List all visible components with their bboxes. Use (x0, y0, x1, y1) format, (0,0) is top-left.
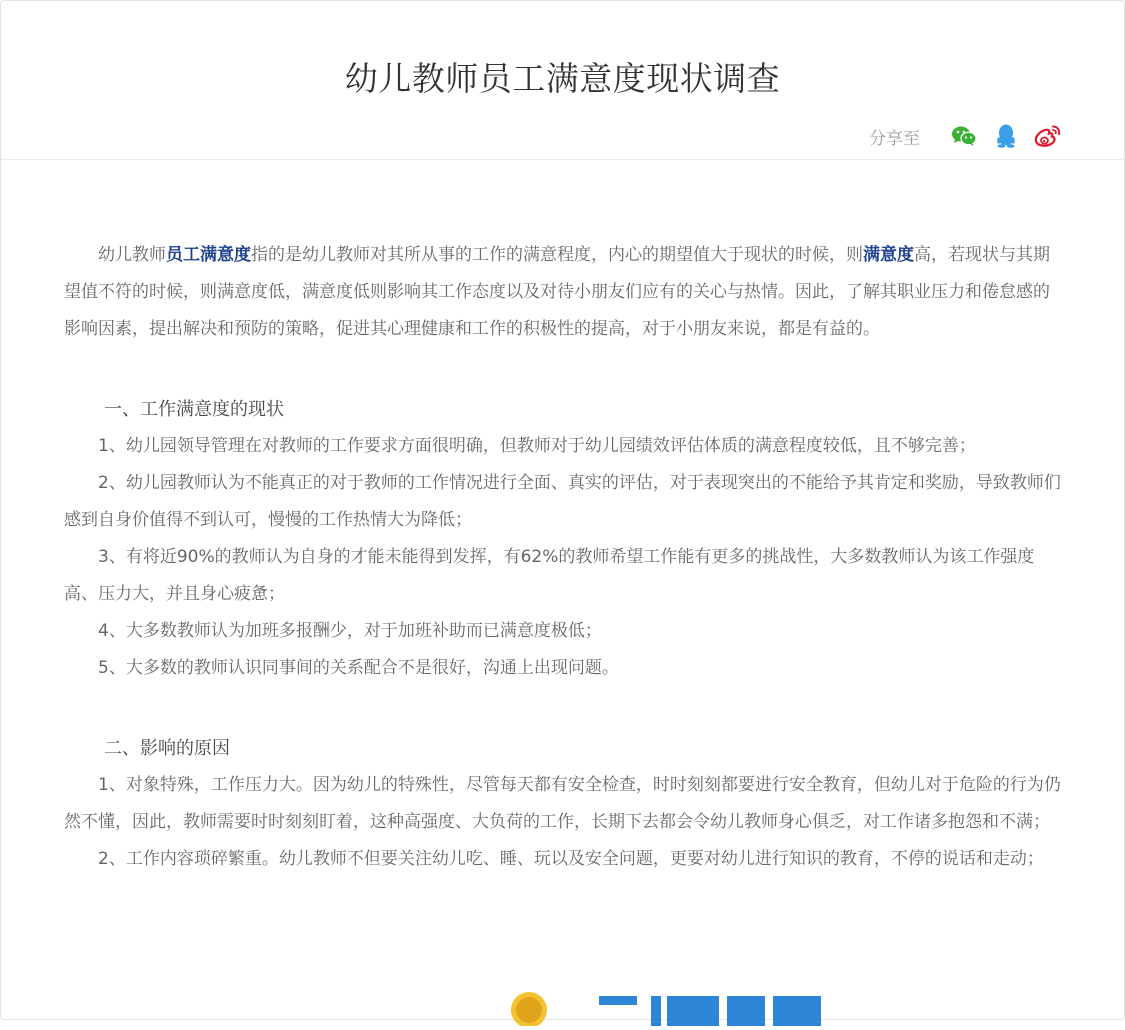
page-title: 幼儿教师员工满意度现状调查 (344, 59, 781, 98)
section-heading-causes: 二、影响的原因 (104, 738, 230, 759)
spacer (64, 348, 1064, 391)
list-item: 4、大多数教师认为加班多报酬少，对于加班补助而已满意度极低； (98, 621, 602, 641)
list-item: 2、工作内容琐碎繁重。幼儿教师不但要关注幼儿吃、睡、玩以及安全问题，更要对幼儿进行知识的教育，不停的说话和走动； (98, 849, 1044, 869)
share-label: 分享至 (869, 128, 920, 149)
list-item: 5、大多数的教师认识同事间的关系配合不是很好，沟通上出现问题。 (98, 658, 619, 678)
keyword-link-employee-satisfaction[interactable]: 员工满意度 (166, 245, 251, 265)
weibo-icon[interactable] (1034, 122, 1062, 150)
list-item: 3、有将近90%的教师认为自身的才能未能得到发挥，有62%的教师希望工作能有更多的挑战性，大多数教师认为该工作强度高、压力大，并且身心疲惫； (64, 547, 1035, 604)
intro-text-1: 幼儿教师 (98, 245, 166, 265)
site-logo-image (501, 986, 831, 1026)
intro-paragraph (64, 237, 1064, 348)
list-item: 1、对象特殊，工作压力大。因为幼儿的特殊性，尽管每天都有安全检查，时时刻刻都要进行安全教育，但幼儿对于危险的行为仍然不懂，因此，教师需要时时刻刻盯着，这种高强度、大负荷的工作，长期下去都会令幼儿教师身心俱乏，对工作诸多抱怨和不满； (64, 775, 1061, 832)
article-body (64, 237, 1064, 878)
article-header (1, 1, 1124, 160)
intro-text-3: 高，若现状与其期望值不符的时候，则满意度低，满意度低则影响其工作态度以及对待小朋友们应有的关心与热情。因此，了解其职业压力和倦怠感的影响因素，提出解决和预防的策略，促进其心理健康和工作的积极性的提高，对于小朋友来说，都是有益的。 (64, 245, 1050, 339)
share-bar (869, 121, 1062, 151)
wechat-icon[interactable] (950, 122, 978, 150)
list-item: 1、幼儿园领导管理在对教师的工作要求方面很明确，但教师对于幼儿园绩效评估体质的满意程度较低，且不够完善； (98, 436, 976, 456)
keyword-link-satisfaction[interactable]: 满意度 (863, 245, 914, 265)
section-heading-status: 一、工作满意度的现状 (104, 399, 284, 420)
spacer (64, 687, 1064, 730)
qq-icon[interactable] (992, 122, 1020, 150)
intro-text-2: 指的是幼儿教师对其所从事的工作的满意程度，内心的期望值大于现状的时候，则 (251, 245, 863, 265)
list-item: 2、幼儿园教师认为不能真正的对于教师的工作情况进行全面、真实的评估，对于表现突出的不能给予其肯定和奖励，导致教师们感到自身价值得不到认可，慢慢的工作热情大为降低； (64, 473, 1061, 530)
